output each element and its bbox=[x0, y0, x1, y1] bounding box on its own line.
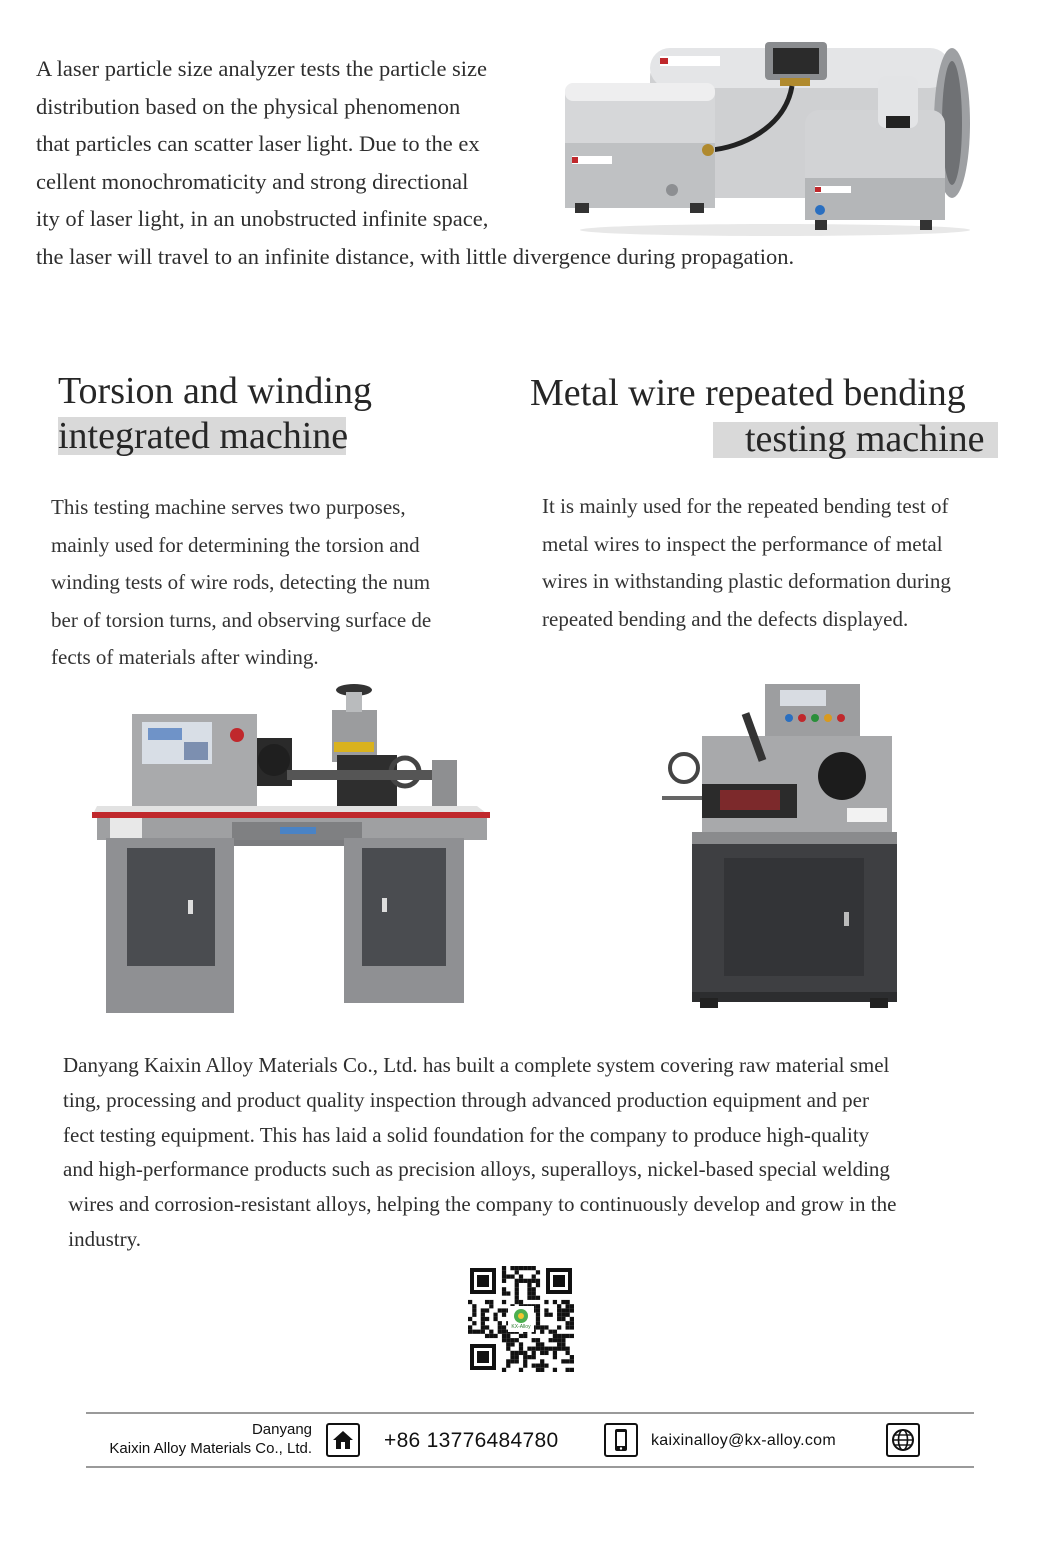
company-line: and high-performance products such as precision alloys, superalloys, nickel-based special welding bbox=[63, 1157, 890, 1182]
home-icon bbox=[326, 1423, 360, 1457]
description-line: This testing machine serves two purposes, bbox=[51, 495, 406, 519]
company-paragraph bbox=[63, 1048, 896, 1257]
intro-line: the laser will travel to an infinite distance, with little divergence during propagation. bbox=[36, 243, 795, 269]
description-line: winding tests of wire rods, detecting the num bbox=[51, 570, 431, 594]
company-line: industry. bbox=[63, 1226, 141, 1251]
company-line: Danyang Kaixin Alloy Materials Co., Ltd. has built a complete system covering raw material smel bbox=[63, 1053, 890, 1077]
bending-title-line2: testing machine bbox=[745, 418, 985, 460]
description-line: wires in withstanding plastic deformation during bbox=[542, 569, 951, 593]
qr-code-image bbox=[468, 1266, 574, 1372]
intro-line: ity of laser light, in an unobstructed infinite space, bbox=[36, 206, 489, 231]
bending-title-line1: Metal wire repeated bending bbox=[530, 372, 966, 414]
description-line: fects of materials after winding. bbox=[51, 645, 319, 669]
description-line: It is mainly used for the repeated bending test of bbox=[542, 494, 949, 518]
company-line: fect testing equipment. This has laid a solid foundation for the company to produce high-quality bbox=[63, 1122, 870, 1147]
company-line: ting, processing and product quality inspection through advanced production equipment and per bbox=[63, 1087, 869, 1112]
bending-description bbox=[542, 488, 951, 638]
footer-phone[interactable]: +86 13776484780 bbox=[384, 1429, 559, 1452]
company-line: wires and corrosion-resistant alloys, helping the company to continuously develop and grow in the bbox=[63, 1192, 897, 1217]
footer-company-line2: Kaixin Alloy Materials Co., Ltd. bbox=[109, 1440, 312, 1457]
torsion-description bbox=[51, 489, 431, 677]
description-line: ber of torsion turns, and observing surface de bbox=[51, 607, 432, 632]
qr-code[interactable] bbox=[468, 1266, 574, 1372]
description-line: metal wires to inspect the performance of metal bbox=[542, 531, 943, 556]
torsion-machine-image bbox=[92, 680, 492, 1015]
footer-email[interactable]: kaixinalloy@kx-alloy.com bbox=[651, 1432, 836, 1449]
intro-line: A laser particle size analyzer tests the particle size bbox=[36, 56, 488, 81]
footer-company-line1: Danyang bbox=[251, 1421, 312, 1438]
globe-icon[interactable] bbox=[886, 1423, 920, 1457]
bending-machine-image bbox=[662, 680, 902, 1010]
laser-analyzer-image bbox=[560, 38, 975, 238]
description-line: mainly used for determining the torsion and bbox=[51, 532, 420, 557]
intro-line: distribution based on the physical phenomenon bbox=[36, 93, 461, 119]
torsion-title-line2: integrated machine bbox=[58, 415, 349, 457]
footer-company bbox=[90, 1420, 312, 1458]
description-line: repeated bending and the defects displayed. bbox=[542, 606, 909, 631]
intro-line: cellent monochromaticity and strong directional bbox=[36, 168, 469, 194]
torsion-title-line1: Torsion and winding bbox=[58, 370, 372, 412]
qr-logo-text: KX-Alloy bbox=[511, 1324, 531, 1330]
intro-line: that particles can scatter laser light. Due to the ex bbox=[36, 131, 480, 156]
phone-icon bbox=[604, 1423, 638, 1457]
footer-top-rule bbox=[86, 1412, 974, 1414]
footer-bottom-rule bbox=[86, 1466, 974, 1468]
